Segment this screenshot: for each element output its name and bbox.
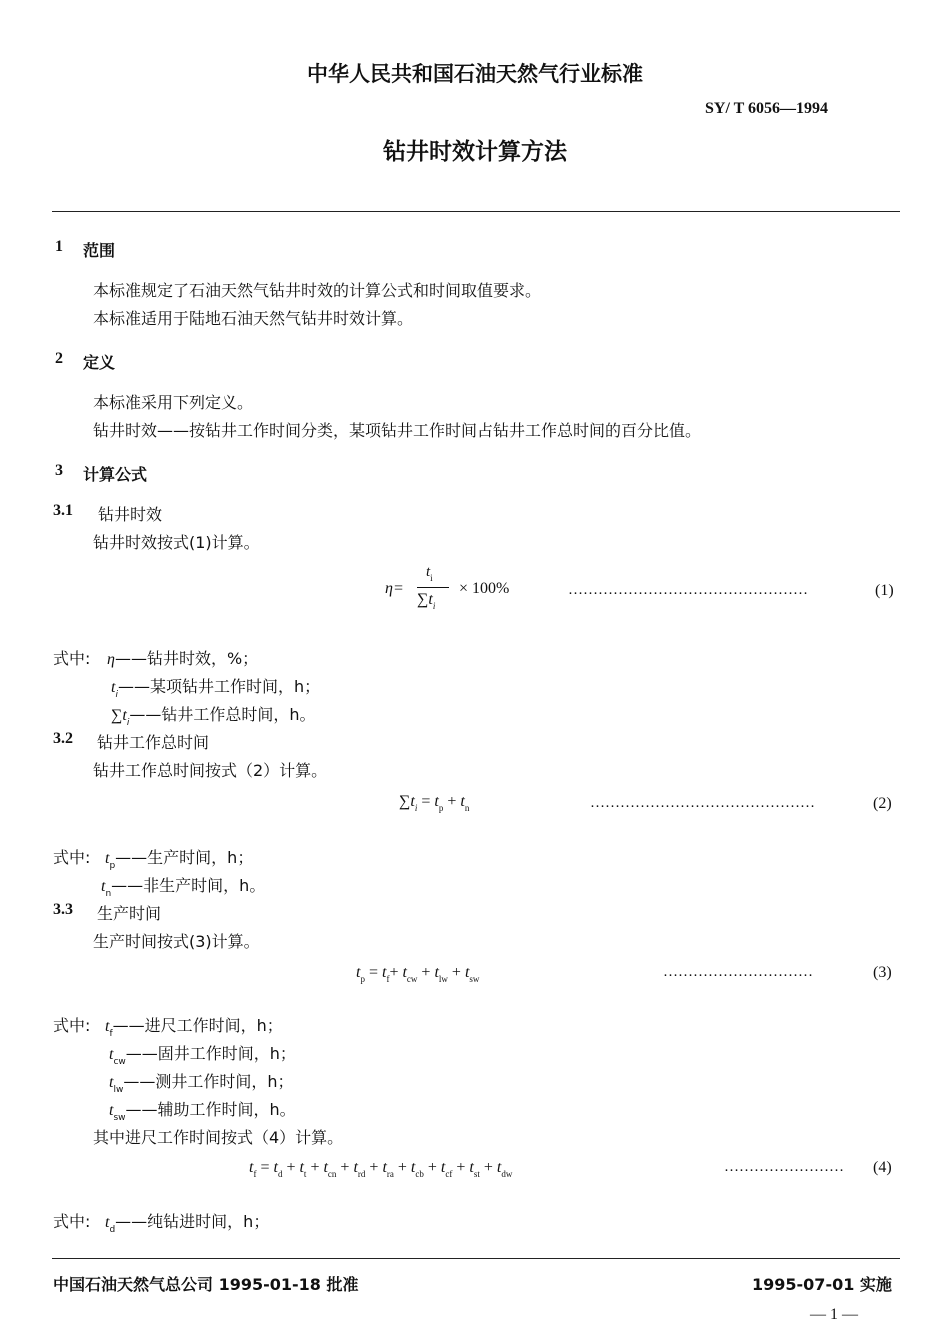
- eq3-tag: (3): [873, 964, 892, 981]
- eq2-leader-dots: ………………………………………: [590, 795, 815, 811]
- subsection-3-2-title: 钻井工作总时间: [97, 733, 210, 752]
- where-label-2: 式中:: [53, 848, 91, 867]
- section-1-title: 范围: [83, 241, 116, 260]
- section-2-title: 定义: [83, 353, 116, 372]
- page-number: — 1 —: [810, 1306, 858, 1323]
- where-tcw: $t_{cw}——$固井工作时间，h；: [109, 1044, 296, 1067]
- eq2-expression: $\sum t_i = t_p + t_n$: [399, 793, 470, 813]
- section-2-para-2: 钻井时效——按钻井工作时间分类，某项钻井工作时间占钻井工作总时间的百分比值。: [93, 421, 702, 440]
- document-title: 钻井时效计算方法: [383, 139, 567, 165]
- eq1-tag: (1): [875, 582, 894, 599]
- subsection-3-3-number: 3.3: [53, 901, 73, 918]
- subsection-3-3-para-2: 其中进尺工作时间按式（4）计算。: [93, 1128, 344, 1147]
- where-eta: η——钻井时效，%；: [107, 649, 259, 668]
- where-td: $t_d——$纯钻进时间，h；: [105, 1212, 270, 1235]
- where-tsw: $t_{sw}——$辅助工作时间，h。: [109, 1100, 296, 1123]
- eq1-rhs: × 100%: [459, 580, 510, 597]
- eq3-leader-dots: …………………………: [663, 964, 813, 980]
- where-tf: $t_f——$进尺工作时间，h；: [105, 1016, 283, 1039]
- approval-line: 中国石油天然气总公司 1995-01-18 批准: [53, 1275, 359, 1294]
- standard-code: SY/ T 6056—1994: [705, 100, 828, 117]
- eq4-tag: (4): [873, 1159, 892, 1176]
- footer-divider: [52, 1258, 900, 1259]
- where-label-3: 式中:: [53, 1016, 91, 1035]
- where-ti: $t_i——$某项钻井工作时间，h；: [111, 677, 321, 700]
- org-title: 中华人民共和国石油天然气行业标准: [307, 62, 643, 86]
- section-1-para-1: 本标准规定了石油天然气钻井时效的计算公式和时间取值要求。: [93, 281, 542, 300]
- where-sum-ti: $\sum t_i——$钻井工作总时间，h。: [111, 705, 316, 728]
- eq1-numerator: $t_i$: [426, 564, 433, 583]
- section-1-number: 1: [55, 238, 63, 255]
- eq4-leader-dots: ……………………: [724, 1159, 844, 1175]
- where-label-4: 式中:: [53, 1212, 91, 1231]
- subsection-3-2-para: 钻井工作总时间按式（2）计算。: [93, 761, 328, 780]
- where-tp: $t_p——$生产时间，h；: [105, 848, 254, 871]
- effective-date: 1995-07-01 实施: [752, 1275, 892, 1294]
- section-3-number: 3: [55, 462, 63, 479]
- subsection-3-1-title: 钻井时效: [98, 505, 163, 524]
- subsection-3-3-title: 生产时间: [97, 904, 162, 923]
- eq1-fraction-bar: [417, 587, 449, 588]
- section-2-para-1: 本标准采用下列定义。: [93, 393, 254, 412]
- subsection-3-1-number: 3.1: [53, 502, 73, 519]
- where-tlw: $t_{lw}——$测井工作时间，h；: [109, 1072, 294, 1095]
- eq2-tag: (2): [873, 795, 892, 812]
- subsection-3-2-number: 3.2: [53, 730, 73, 747]
- section-1-para-2: 本标准适用于陆地石油天然气钻井时效计算。: [93, 309, 414, 328]
- eq1-leader-dots: …………………………………………: [568, 582, 808, 598]
- where-label-1: 式中:: [53, 649, 91, 668]
- subsection-3-3-para: 生产时间按式(3)计算。: [93, 932, 260, 951]
- eq1-lhs: η=: [385, 580, 404, 597]
- subsection-3-1-para: 钻井时效按式(1)计算。: [93, 533, 260, 552]
- section-3-title: 计算公式: [83, 465, 148, 484]
- eq4-expression: $t_f = t_d + t_t + t_{cn} + t_{rd} + t_{ra} + t_{cb} + t_{cf} + t_{st} + t_{dw}$: [249, 1159, 513, 1179]
- eq1-denominator: $\sum t_i$: [417, 591, 436, 611]
- where-tn: $t_n——$非生产时间，h。: [101, 876, 266, 899]
- eq3-expression: $t_p = t_f+ t_{cw} + t_{lw} + t_{sw}$: [356, 964, 480, 984]
- header-divider: [52, 211, 900, 212]
- section-2-number: 2: [55, 350, 63, 367]
